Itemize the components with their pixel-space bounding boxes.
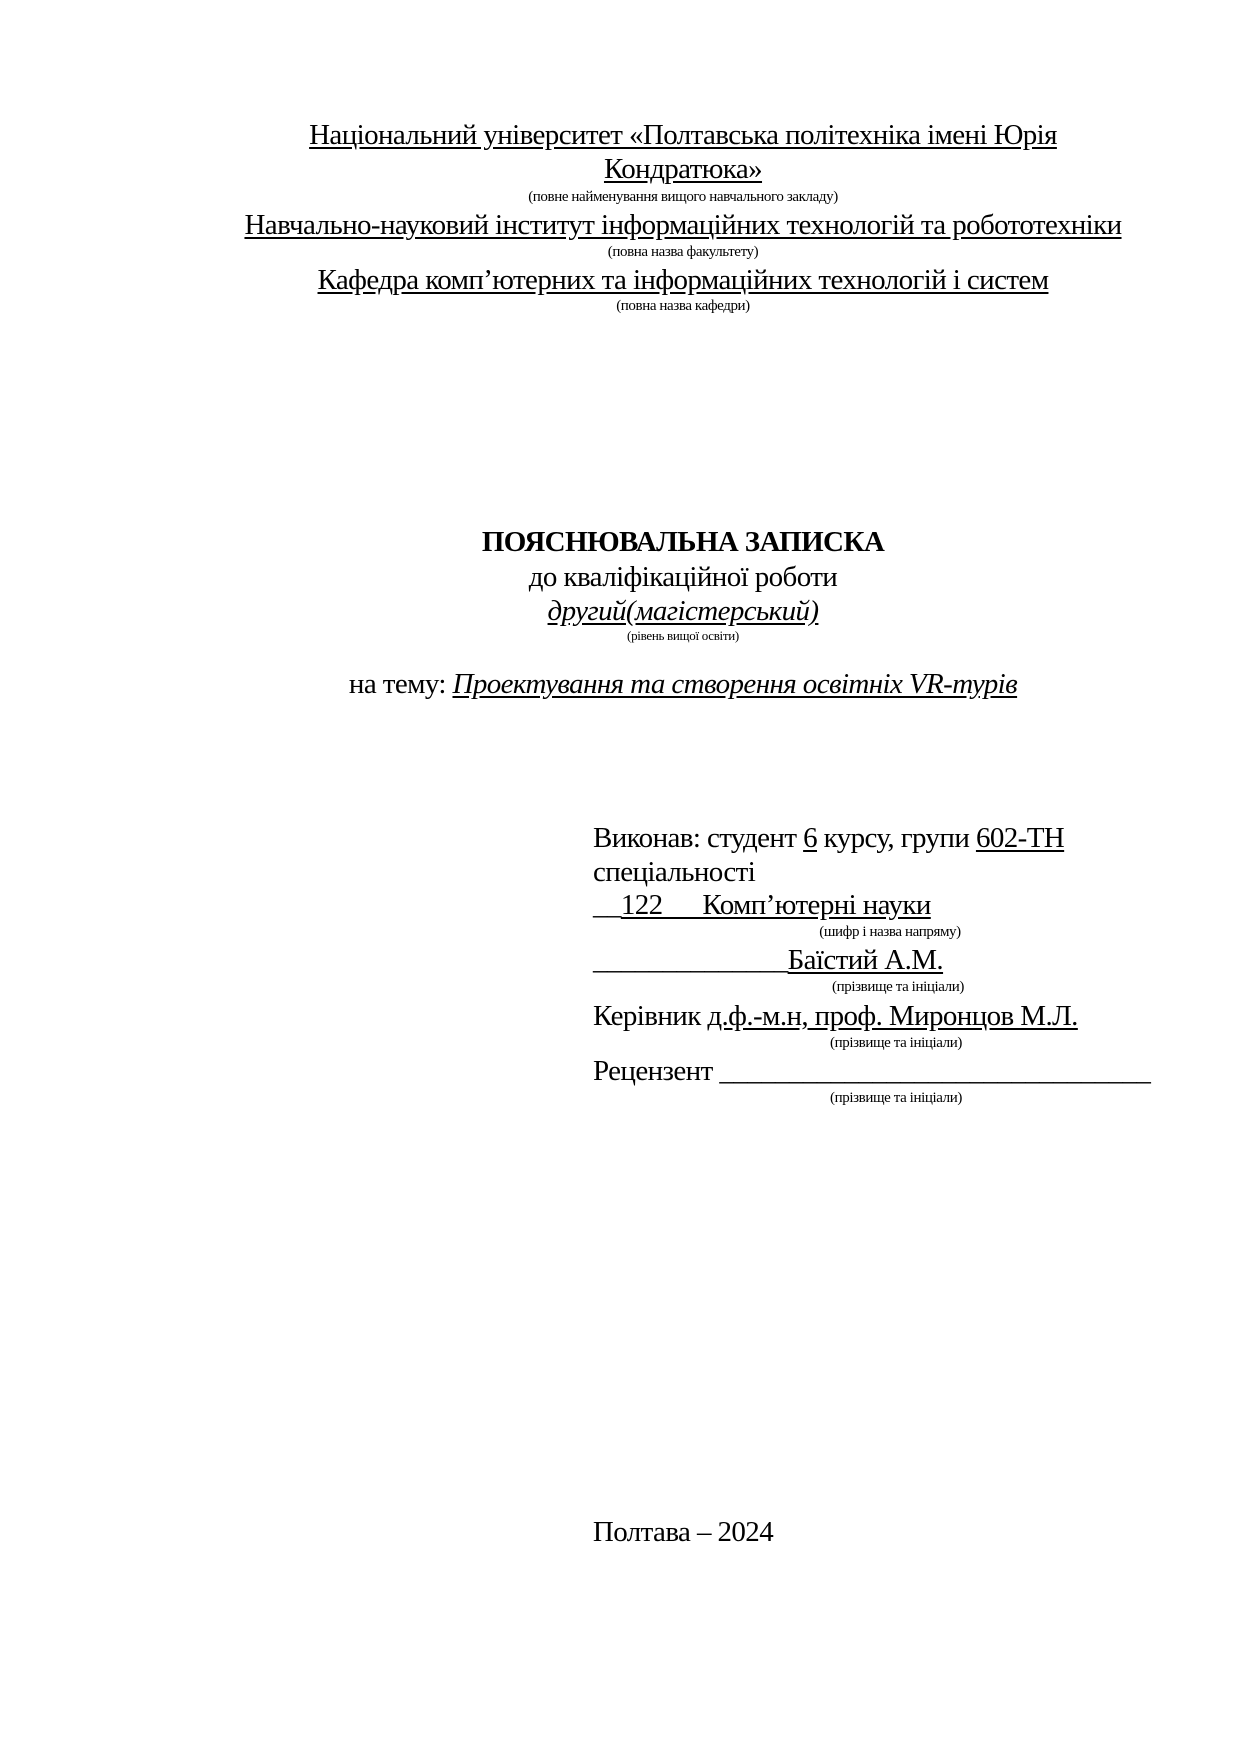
specialty-value: 122 Комп’ютерні науки bbox=[620, 889, 931, 921]
institute-caption: (повна назва факультету) bbox=[607, 244, 759, 260]
university-caption: (повне найменування вищого навчального закладу) bbox=[528, 189, 838, 205]
reviewer-line bbox=[593, 1054, 1150, 1088]
document-title: ПОЯСНЮВАЛЬНА ЗАПИСКА bbox=[481, 526, 885, 558]
specialty-line bbox=[593, 888, 931, 922]
performed-line bbox=[593, 821, 1064, 855]
supervisor-line bbox=[593, 999, 1078, 1033]
education-level: другий(магістерський) bbox=[547, 595, 819, 627]
topic-label: на тему: bbox=[348, 668, 446, 700]
student-caption: (прізвище та ініціали) bbox=[832, 979, 964, 995]
course-value: 6 bbox=[803, 822, 817, 854]
topic-line bbox=[183, 667, 1183, 701]
university-name-line2: Кондратюка» bbox=[603, 153, 763, 185]
reviewer-blank: _______________________________ bbox=[719, 1055, 1151, 1087]
reviewer-label: Рецензент bbox=[593, 1055, 713, 1087]
reviewer-caption: (прізвище та ініціали) bbox=[830, 1090, 962, 1106]
specialty-label: спеціальності bbox=[593, 856, 756, 888]
specialty-prefix: __ bbox=[593, 889, 621, 921]
department-caption: (повна назва кафедри) bbox=[616, 298, 750, 314]
student-line bbox=[593, 943, 943, 977]
supervisor-name: д.ф.-м.н, проф. Миронцов М.Л. bbox=[707, 1000, 1078, 1032]
education-level-caption: (рівень вищої освіти) bbox=[627, 628, 739, 643]
department-name: Кафедра комп’ютерних та інформаційних технологій і систем bbox=[317, 264, 1049, 296]
city-year: Полтава – 2024 bbox=[592, 1516, 774, 1548]
specialty-caption: (шифр і назва напряму) bbox=[819, 924, 961, 940]
supervisor-caption: (прізвище та ініціали) bbox=[830, 1035, 962, 1051]
supervisor-label: Керівник bbox=[593, 1000, 701, 1032]
topic-title: Проектування та створення освітніх VR-турів bbox=[452, 668, 1018, 700]
performed-label: Виконав: студент bbox=[593, 822, 797, 854]
document-subtitle: до кваліфікаційної роботи bbox=[528, 561, 838, 593]
group-value: 602-ТН bbox=[975, 822, 1065, 854]
university-name-line1: Національний університет «Полтавська політехніка імені Юрія bbox=[309, 119, 1057, 151]
student-blank: ______________ bbox=[593, 944, 788, 976]
institute-name: Навчально-науковий інститут інформаційних технологій та робототехніки bbox=[244, 209, 1122, 241]
student-name: Баїстий А.М. bbox=[787, 944, 944, 976]
course-label: курсу, групи bbox=[823, 822, 970, 854]
